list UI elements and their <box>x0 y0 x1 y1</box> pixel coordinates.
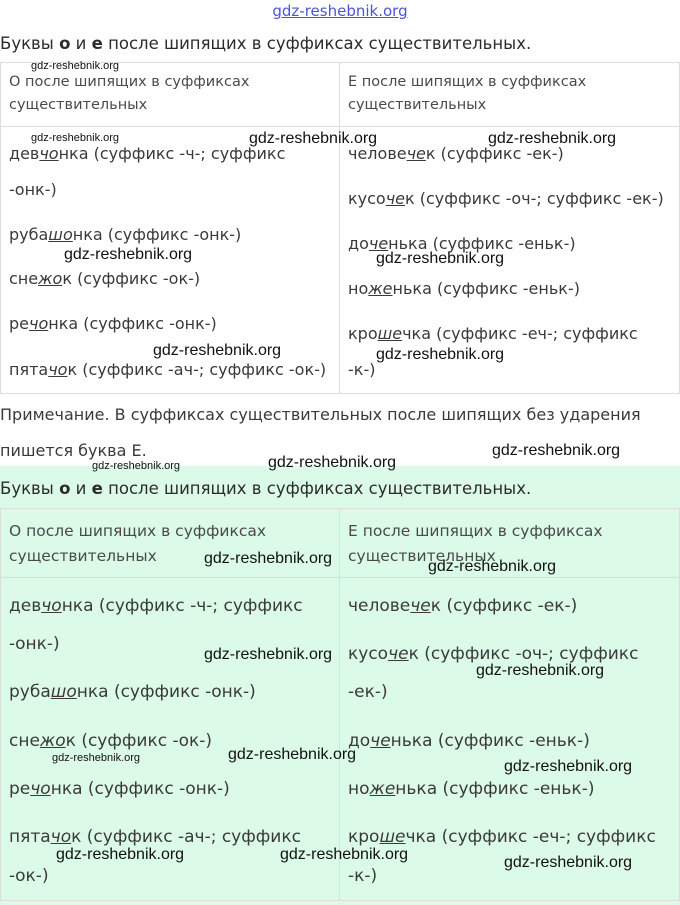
watermark: gdz-reshebnik.org <box>376 250 505 267</box>
watermark: gdz-reshebnik.org <box>492 442 621 459</box>
watermark: gdz-reshebnik.org <box>92 460 181 472</box>
watermark: gdz-reshebnik.org <box>204 646 333 663</box>
word-row: пятачок (суффикс -ач-; суффикс <box>9 827 301 847</box>
note-line-1: Примечание. В суффиксах существительных после шипящих без ударения <box>0 405 641 424</box>
word-row: доченька (суффикс -еньк-) <box>348 731 590 751</box>
header-line: существительных <box>348 547 496 565</box>
title-post: после шипящих в суффиксах существительных. <box>102 34 532 53</box>
title-pre: Буквы <box>0 34 60 53</box>
word-row: речонка (суффикс -онк-) <box>9 314 217 333</box>
title-letter-o: о <box>59 479 71 498</box>
watermark: gdz-reshebnik.org <box>504 854 633 871</box>
word-row: ноженька (суффикс -еньк-) <box>348 279 580 298</box>
word-row: девчонка (суффикс -ч-; суффикс <box>9 596 303 616</box>
word-row: крошечка (суффикс -еч-; суффикс <box>348 324 638 343</box>
watermark: gdz-reshebnik.org <box>31 60 120 72</box>
word-row: ноженька (суффикс -еньк-) <box>348 779 595 799</box>
word-row: доченька (суффикс -еньк-) <box>348 234 576 253</box>
word-row: -онк-) <box>9 634 60 654</box>
title-mid: и <box>70 479 92 498</box>
title-letter-e: е <box>91 34 103 53</box>
word-row: кусочек (суффикс -оч-; суффикс <box>348 644 639 664</box>
word-row: рубашонка (суффикс -онк-) <box>9 225 242 244</box>
block1-col1-header <box>9 71 249 117</box>
word-row: -к-) <box>348 360 376 379</box>
watermark: gdz-reshebnik.org <box>476 662 605 679</box>
word-row: кусочек (суффикс -оч-; суффикс -ек-) <box>348 189 664 208</box>
watermark: gdz-reshebnik.org <box>504 758 633 775</box>
word-row: -онк-) <box>9 180 57 199</box>
title-letter-o: о <box>59 34 71 53</box>
watermark: gdz-reshebnik.org <box>204 550 333 567</box>
header-line: существительных <box>9 547 157 565</box>
word-row: пятачок (суффикс -ач-; суффикс -ок-) <box>9 360 327 379</box>
word-row: человечек (суффикс -ек-) <box>348 596 578 616</box>
word-row: снежок (суффикс -ок-) <box>9 269 201 288</box>
title-post: после шипящих в суффиксах существительных. <box>102 479 532 498</box>
title-letter-e: е <box>91 479 103 498</box>
watermark: gdz-reshebnik.org <box>153 342 282 359</box>
note-line-2: пишется буква Е. <box>0 441 147 460</box>
watermark: gdz-reshebnik.org <box>268 454 397 471</box>
header-line: Е после шипящих в суффиксах <box>348 522 603 540</box>
header-line: существительных <box>348 97 487 113</box>
watermark: gdz-reshebnik.org <box>64 246 193 263</box>
watermark: gdz-reshebnik.org <box>280 846 409 863</box>
header-line: Е после шипящих в суффиксах <box>348 74 587 90</box>
title-mid: и <box>70 34 92 53</box>
word-row: крошечка (суффикс -еч-; суффикс <box>348 827 656 847</box>
word-row: человечек (суффикс -ек-) <box>348 144 564 163</box>
watermark: gdz-reshebnik.org <box>428 558 557 575</box>
watermark: gdz-reshebnik.org <box>56 846 185 863</box>
watermark: gdz-reshebnik.org <box>228 746 357 763</box>
word-row: снежок (суффикс -ок-) <box>9 731 213 751</box>
word-row: рубашонка (суффикс -онк-) <box>9 682 256 702</box>
header-line: существительных <box>9 97 148 113</box>
site-link[interactable]: gdz-reshebnik.org <box>272 2 408 20</box>
watermark: gdz-reshebnik.org <box>249 130 378 147</box>
block1-title <box>0 34 531 53</box>
title-pre: Буквы <box>0 479 60 498</box>
word-row: речонка (суффикс -онк-) <box>9 779 230 799</box>
word-row: -ок-) <box>9 866 49 886</box>
watermark: gdz-reshebnik.org <box>31 132 120 144</box>
header-line: О после шипящих в суффиксах <box>9 522 267 540</box>
block1-col2-header <box>348 71 586 117</box>
watermark: gdz-reshebnik.org <box>488 130 617 147</box>
block2-title <box>0 479 531 498</box>
watermark: gdz-reshebnik.org <box>52 752 141 764</box>
word-row: -ек-) <box>348 682 388 702</box>
header-line: О после шипящих в суффиксах <box>9 74 250 90</box>
word-row: девчонка (суффикс -ч-; суффикс <box>9 144 286 163</box>
word-row: -к-) <box>348 866 378 886</box>
watermark: gdz-reshebnik.org <box>376 346 505 363</box>
